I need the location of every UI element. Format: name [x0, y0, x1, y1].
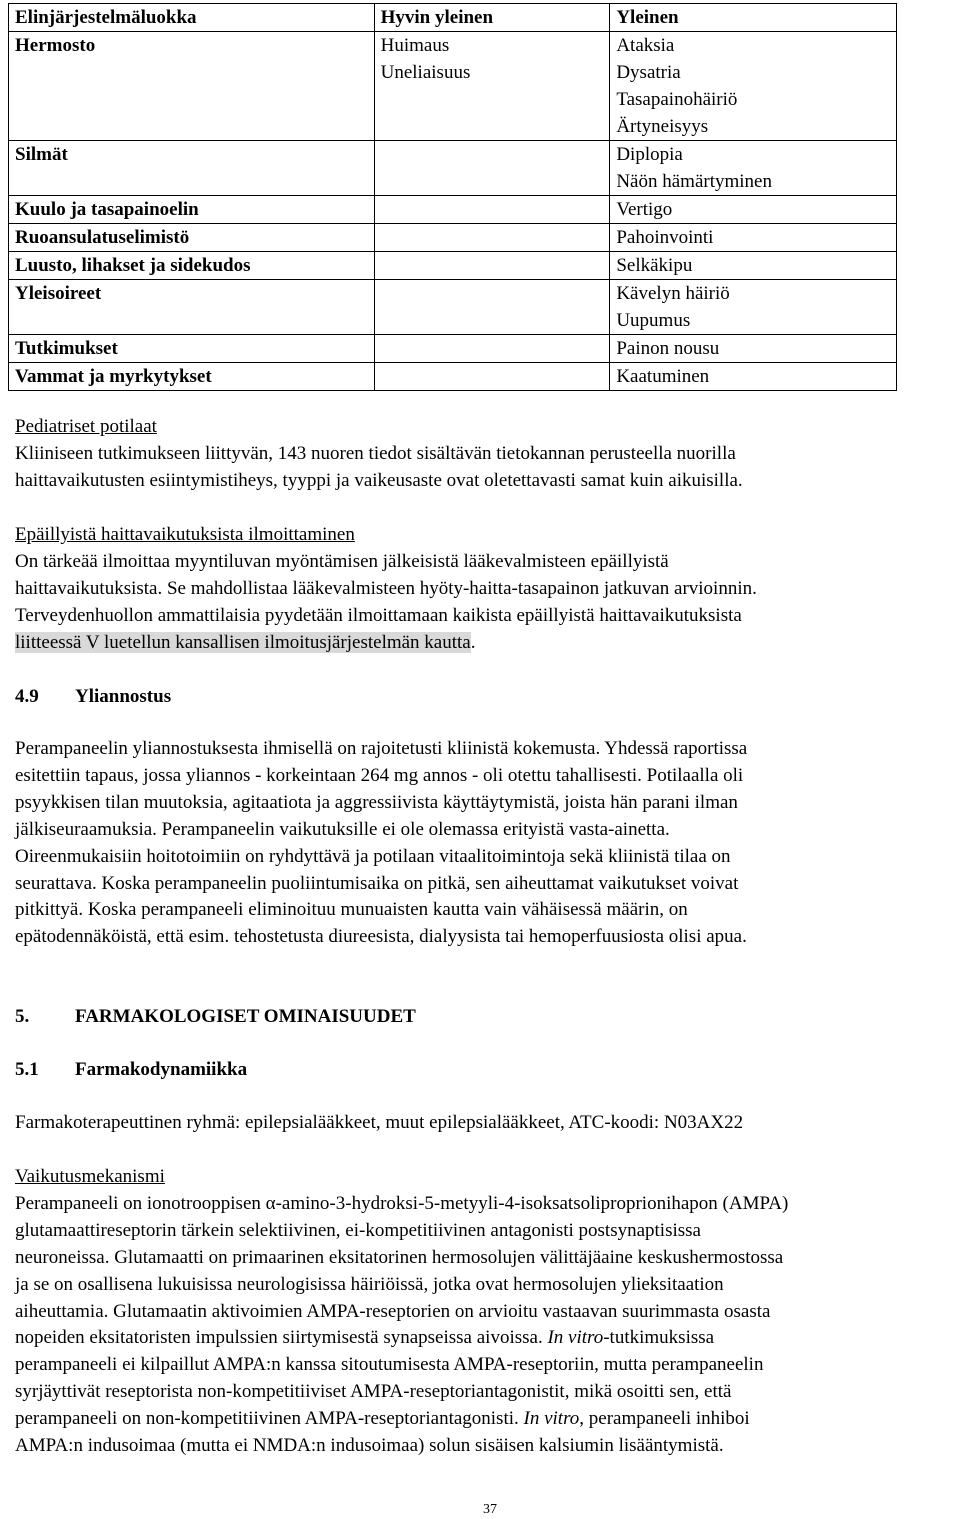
organ-class-cell: Ruoansulatuselimistö: [9, 224, 375, 252]
italic-text: In vitro: [523, 1408, 580, 1430]
reporting-section: [15, 522, 960, 657]
paragraph-line: Perampaneelin yliannostuksesta ihmisellä on rajoitetusti kliinistä kokemusta. Yhdessä raportissa: [15, 738, 748, 759]
paragraph-line: aiheuttamia. Glutamaatin aktivoimien AMPA-reseptorien on arvioitu vastaavan suurimmasta osasta: [15, 1300, 771, 1322]
organ-class-cell: Silmät: [9, 141, 375, 196]
text-run: -tutkimuksissa: [603, 1327, 715, 1349]
paragraph-line: Kliiniseen tutkimukseen liittyvän, 143 nuoren tiedot sisältävän tietokannan perusteella nuorilla: [15, 442, 736, 464]
common-cell: [610, 32, 897, 141]
paragraph-line: psyykkisen tilan muutoksia, agitaatiota ja aggressiivista käyttäytymistä, joista hän parani ilman: [15, 791, 738, 813]
paragraph-line: neuroneissa. Glutamaatti on primaarinen eksitatorinen hermosolujen välittäjäaine keskushermostossa: [15, 1246, 784, 1268]
reaction-term: Vertigo: [616, 199, 673, 220]
reaction-term: Painon nousu: [616, 338, 720, 359]
mechanism-heading: Vaikutusmekanismi: [15, 1166, 165, 1187]
paragraph-line: [15, 1325, 960, 1352]
common-cell: [610, 363, 897, 391]
very-common-cell: [374, 335, 610, 363]
very-common-cell: [374, 280, 610, 335]
reaction-term: Ataksia: [616, 35, 675, 56]
page-number: 37: [483, 1502, 497, 1517]
reaction-term: Tasapainohäiriö: [616, 89, 738, 110]
table-row: [9, 196, 897, 224]
section-title: Farmakodynamiikka: [75, 1059, 248, 1080]
sentence-end: .: [470, 631, 476, 653]
paragraph-line: perampaneeli ei kilpaillut AMPA:n kanssa sitoutumisesta AMPA-reseptoriin, mutta perampaneelin: [15, 1354, 764, 1376]
overdose-paragraph: [15, 736, 960, 951]
paragraph-line: esitettiin tapaus, jossa yliannos - korkeintaan 264 mg annos - oli otettu tahallisesti. Potilaalla oli: [15, 764, 744, 786]
paragraph-line: haittavaikutusten esiintymistiheys, tyyppi ja vaikeusaste ovat oletettavasti samat kuin aikuisilla.: [15, 469, 743, 491]
reaction-term: Kävelyn häiriö: [616, 283, 730, 304]
paragraph-line: Perampaneeli on ionotrooppisen α-amino-3-hydroksi-5-metyyli-4-isoksatsoliproprionihapon (AMPA): [15, 1192, 789, 1214]
reporting-heading: Epäillyistä haittavaikutuksista ilmoittaminen: [15, 524, 355, 545]
reaction-term: Ärtyneisyys: [616, 116, 709, 137]
reaction-term: Näön hämärtyminen: [616, 171, 772, 192]
header-organ-class: Elinjärjestelmäluokka: [9, 4, 375, 32]
adverse-reactions-table: [8, 3, 897, 391]
reaction-term: Pahoinvointi: [616, 227, 714, 248]
table-row: [9, 280, 897, 335]
reaction-term: Dysatria: [616, 62, 681, 83]
section-4-9-heading: [15, 684, 171, 710]
table-row: [9, 335, 897, 363]
paragraph-line: AMPA:n indusoimaa (mutta ei NMDA:n indusoimaa) solun sisäisen kalsiumin lisääntymistä.: [15, 1435, 724, 1457]
section-5-heading: [15, 1004, 416, 1030]
section-title: Yliannostus: [75, 686, 172, 707]
paragraph-line: On tärkeää ilmoittaa myyntiluvan myöntämisen jälkeisistä lääkevalmisteen epäillyistä: [15, 550, 669, 572]
header-common: Yleinen: [610, 4, 897, 32]
section-number: 4.9: [15, 686, 39, 707]
table-row: [9, 363, 897, 391]
section-number: 5.1: [15, 1059, 39, 1080]
organ-class-cell: Tutkimukset: [9, 335, 375, 363]
paragraph-line: seurattava. Koska perampaneelin puoliintumisaika on pitkä, sen aiheuttamat vaikutukset voivat: [15, 872, 739, 894]
common-cell: [610, 335, 897, 363]
very-common-cell: [374, 196, 610, 224]
paragraph-line: haittavaikutuksista. Se mahdollistaa lääkevalmisteen hyöty-haitta-tasapainon jatkuvan arvioinnin.: [15, 577, 757, 599]
reaction-term: Uneliaisuus: [380, 62, 471, 83]
table-row: [9, 224, 897, 252]
pediatric-heading: Pediatriset potilaat: [15, 416, 157, 437]
paragraph-line: [15, 630, 960, 657]
reaction-term: Uupumus: [616, 310, 691, 331]
paragraph-line: jälkiseuraamuksia. Perampaneelin vaikutuksille ei ole olemassa erityistä vasta-ainetta.: [15, 818, 670, 840]
organ-class-cell: Yleisoireet: [9, 280, 375, 335]
mechanism-section: [15, 1164, 960, 1460]
reaction-term: Diplopia: [616, 144, 683, 165]
atc-line: Farmakoterapeuttinen ryhmä: epilepsialääkkeet, muut epilepsialääkkeet, ATC-koodi: N03AX22: [15, 1112, 744, 1133]
common-cell: [610, 196, 897, 224]
organ-class-cell: Vammat ja myrkytykset: [9, 363, 375, 391]
italic-text: In vitro: [547, 1327, 604, 1349]
text-run: nopeiden eksitatoristen impulssien siirtymisestä synapseissa aivoissa.: [15, 1327, 543, 1349]
paragraph-line: Oireenmukaisiin hoitotoimiin on ryhdyttävä ja potilaan vitaalitoimintoja sekä kliinistä tilaa on: [15, 845, 731, 867]
section-title: FARMAKOLOGISET OMINAISUUDET: [75, 1006, 416, 1027]
pediatric-section: [15, 414, 960, 495]
very-common-cell: [374, 252, 610, 280]
very-common-cell: [374, 141, 610, 196]
table-header-row: [9, 4, 897, 32]
common-cell: [610, 141, 897, 196]
very-common-cell: [374, 224, 610, 252]
table-row: [9, 252, 897, 280]
paragraph-line: ja se on osallisena lukuisissa neurologisissa häiriöissä, jotka ovat hermosolujen ylieksitaation: [15, 1273, 724, 1295]
common-cell: [610, 224, 897, 252]
paragraph-line: glutamaattireseptorin tärkein selektiivinen, ei-kompetitiivinen antagonisti postsynaptisissa: [15, 1219, 701, 1241]
section-5-1-heading: [15, 1057, 247, 1083]
header-very-common: Hyvin yleinen: [374, 4, 610, 32]
common-cell: [610, 252, 897, 280]
common-cell: [610, 280, 897, 335]
section-number: 5.: [15, 1006, 30, 1027]
text-run: , perampaneeli inhiboi: [579, 1408, 750, 1430]
reaction-term: Huimaus: [380, 35, 450, 56]
reaction-term: Selkäkipu: [616, 255, 693, 276]
table-row: [9, 141, 897, 196]
paragraph-line: syrjäyttivät reseptorista non-kompetitiiviset AMPA-reseptoriantagonistit, mikä osoitti sen, että: [15, 1381, 732, 1403]
organ-class-cell: Hermosto: [9, 32, 375, 141]
very-common-cell: [374, 363, 610, 391]
paragraph-line: Terveydenhuollon ammattilaisia pyydetään ilmoittamaan kaikista epäillyistä haittavaikutuksista: [15, 604, 742, 626]
reaction-term: Kaatuminen: [616, 366, 710, 387]
paragraph-line: [15, 1406, 960, 1433]
highlighted-text: liitteessä V luetellun kansallisen ilmoitusjärjestelmän kautta: [15, 631, 471, 653]
paragraph-line: epätodennäköistä, että esim. tehostetusta diureesista, dialyysista tai hemoperfuusiosta olisi apua.: [15, 926, 747, 948]
organ-class-cell: Luusto, lihakset ja sidekudos: [9, 252, 375, 280]
paragraph-line: pitkittyä. Koska perampaneeli eliminoituu munuaisten kautta vain vähäisessä määrin, on: [15, 899, 688, 921]
table-row: [9, 32, 897, 141]
organ-class-cell: Kuulo ja tasapainoelin: [9, 196, 375, 224]
very-common-cell: [374, 32, 610, 141]
text-run: perampaneeli on non-kompetitiivinen AMPA-reseptoriantagonisti.: [15, 1408, 524, 1430]
